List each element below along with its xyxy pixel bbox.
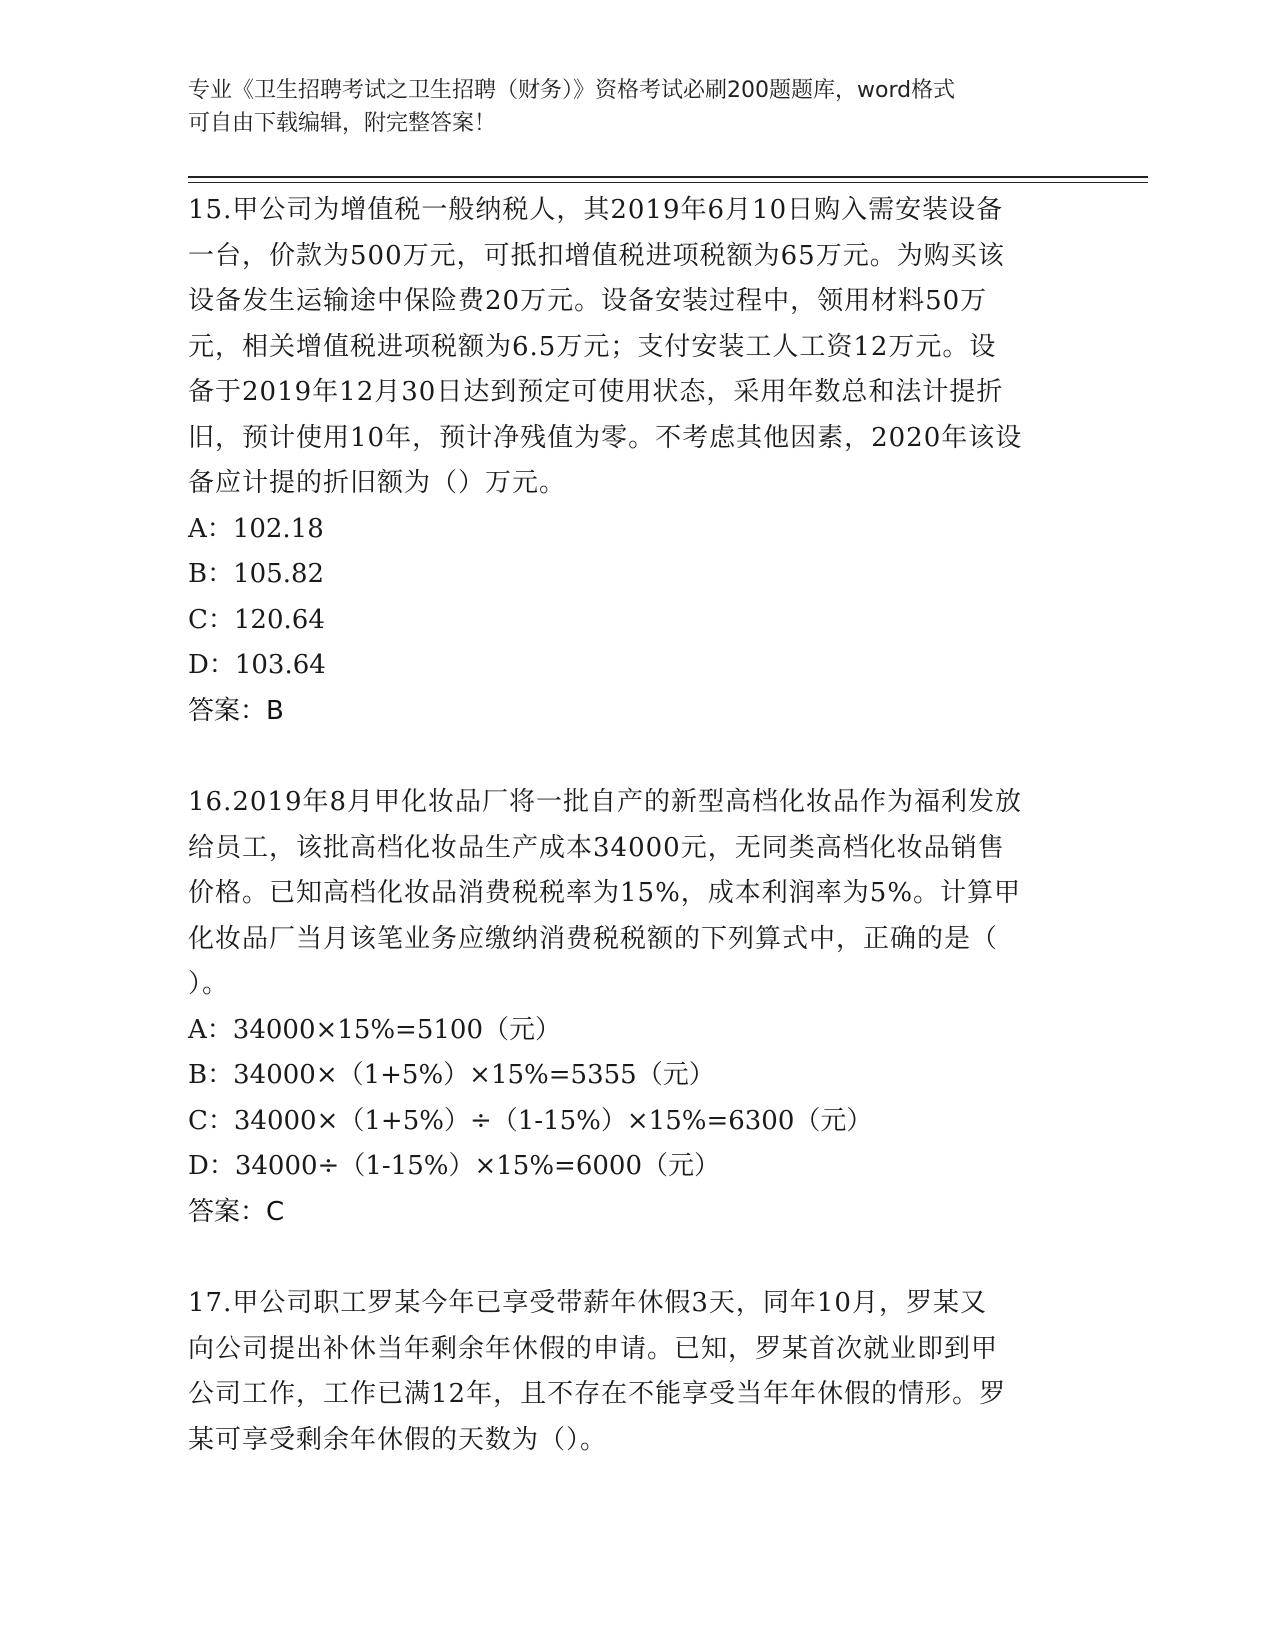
answer-line: 答案：B (188, 695, 284, 726)
option-c: C：34000×（1+5%）÷（1-15%）×15%=6300（元） (188, 1105, 873, 1136)
question-16 (188, 780, 1088, 1235)
question-stem-line: 给员工，该批高档化妆品生产成本34000元，无同类高档化妆品销售 (188, 832, 1005, 863)
question-17 (188, 1281, 1088, 1463)
question-stem-line: 16.2019年8月甲化妆品厂将一批自产的新型高档化妆品作为福利发放 (188, 787, 1023, 817)
option-b: B：105.82 (188, 559, 325, 589)
option-a: A：102.18 (188, 513, 324, 544)
header-line-2: 可自由下载编辑，附完整答案！ (188, 111, 497, 136)
question-stem-line: 15.甲公司为增值税一般纳税人，其2019年6月10日购入需安装设备 (188, 195, 1004, 225)
question-list (188, 188, 1088, 1509)
option-c: C：120.64 (188, 604, 325, 635)
question-stem-line: 设备发生运输途中保险费20万元。设备安装过程中，领用材料50万 (188, 286, 988, 316)
question-stem-line: 价格。已知高档化妆品消费税税率为15%，成本利润率为5%。计算甲 (188, 878, 1022, 908)
question-stem-line: 公司工作，工作已满12年，且不存在不能享受当年年休假的情形。罗 (188, 1379, 1007, 1409)
header-rule-thin (188, 182, 1148, 183)
header-rule-thick (188, 176, 1148, 178)
question-stem-line: ）。 (188, 969, 230, 999)
question-stem-line: 化妆品厂当月该笔业务应缴纳消费税税额的下列算式中，正确的是（ (188, 923, 999, 954)
header-line-1: 专业《卫生招聘考试之卫生招聘（财务）》资格考试必刷200题题库，word格式 (188, 78, 956, 103)
document-header (188, 74, 1088, 140)
question-15 (188, 188, 1088, 734)
question-stem-line: 备应计提的折旧额为（）万元。 (188, 468, 567, 498)
option-d: D：103.64 (188, 650, 326, 680)
question-stem-line: 某可享受剩余年休假的天数为（）。 (188, 1424, 608, 1455)
question-stem-line: 备于2019年12月30日达到预定可使用状态，采用年数总和法计提折 (188, 377, 1004, 407)
option-a: A：34000×15%=5100（元） (188, 1014, 562, 1045)
answer-line: 答案：C (188, 1196, 285, 1227)
question-stem-line: 17.甲公司职工罗某今年已享受带薪年休假3天，同年10月，罗某又 (188, 1288, 987, 1318)
option-b: B：34000×（1+5%）×15%=5355（元） (188, 1060, 715, 1090)
question-stem-line: 元，相关增值税进项税额为6.5万元；支付安装工人工资12万元。设 (188, 331, 997, 362)
question-stem-line: 旧，预计使用10年，预计净残值为零。不考虑其他因素，2020年该设 (188, 422, 1023, 453)
question-stem-line: 向公司提出补休当年剩余年休假的申请。已知，罗某首次就业即到甲 (188, 1333, 999, 1364)
option-d: D：34000÷（1-15%）×15%=6000（元） (188, 1151, 720, 1181)
question-stem-line: 一台，价款为500万元，可抵扣增值税进项税额为65万元。为购买该 (188, 240, 1005, 271)
